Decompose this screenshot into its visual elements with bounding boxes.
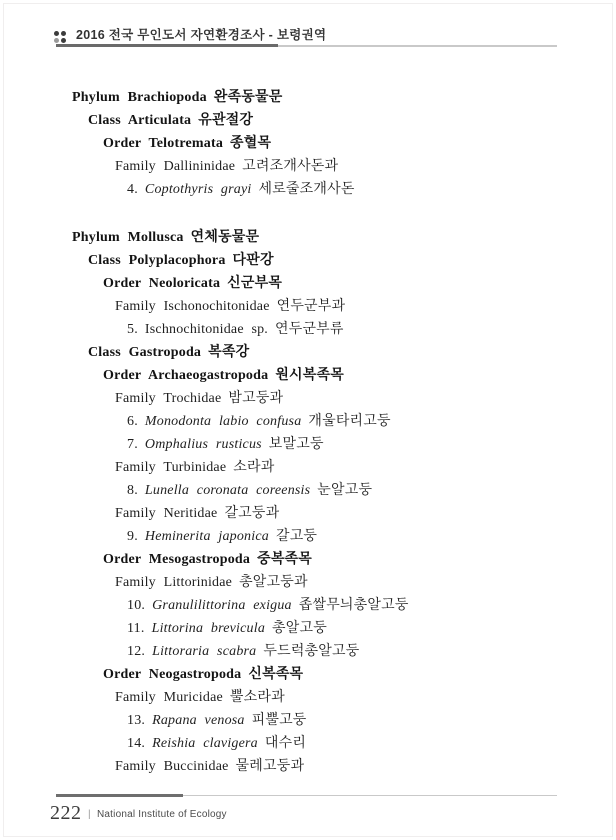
family-korean-name: 총알고둥과 <box>239 575 308 590</box>
class-line <box>50 341 580 364</box>
order-korean-name: 원시복족목 <box>275 368 344 383</box>
species-number: 14. <box>127 736 146 751</box>
species-korean-name: 눈알고둥 <box>317 483 373 498</box>
footer-separator: | <box>88 809 91 820</box>
family-korean-name: 연두군부과 <box>276 299 346 314</box>
order-korean-name: 신복족목 <box>248 667 304 682</box>
page-number: 222 <box>50 802 82 824</box>
phylum-latin-name: Phylum Mollusca <box>72 230 184 245</box>
header-rule-dark <box>56 44 278 47</box>
class-latin-name: Class Polyplacophora <box>88 253 226 268</box>
species-scientific-name: Omphalius rusticus <box>144 437 262 452</box>
species-number: 10. <box>127 598 146 613</box>
species-line <box>50 433 580 456</box>
species-line <box>50 410 580 433</box>
header-rule-light <box>278 45 557 47</box>
phylum-latin-name: Phylum Brachiopoda <box>72 90 207 105</box>
order-line <box>50 548 580 571</box>
report-header-title: 2016 전국 무인도서 자연환경조사 - 보령권역 <box>76 28 327 42</box>
taxonomy-block <box>50 86 580 201</box>
species-number: 7. <box>127 437 138 452</box>
species-number: 4. <box>127 182 138 197</box>
family-latin-name: Family Littorinidae <box>115 575 233 590</box>
species-line <box>50 479 580 502</box>
dot <box>61 38 66 43</box>
family-latin-name: Family Neritidae <box>115 506 218 521</box>
family-latin-name: Family Trochidae <box>115 391 222 406</box>
species-scientific-name: Littorina brevicula <box>151 621 266 636</box>
family-line <box>50 387 580 410</box>
species-number: 9. <box>127 529 138 544</box>
species-korean-name: 대수리 <box>264 736 307 751</box>
species-line <box>50 709 580 732</box>
species-korean-name: 총알고둥 <box>272 621 327 636</box>
species-line <box>50 525 580 548</box>
order-latin-name: Order Archaeogastropoda <box>103 368 269 383</box>
species-number: 6. <box>127 414 138 429</box>
species-number: 13. <box>127 713 146 728</box>
order-line <box>50 364 580 387</box>
family-line <box>50 295 580 318</box>
class-korean-name: 복족강 <box>208 345 250 360</box>
species-korean-name: 갈고둥 <box>275 529 318 544</box>
family-line <box>50 755 580 778</box>
class-line <box>50 249 580 272</box>
taxonomy-block <box>50 226 580 778</box>
phylum-line <box>50 86 580 109</box>
species-line <box>50 617 580 640</box>
family-line <box>50 502 580 525</box>
species-scientific-name: Littoraria scabra <box>152 644 257 659</box>
family-line <box>50 686 580 709</box>
footer-rule-light <box>183 795 557 797</box>
species-scientific-name: Ischnochitonidae sp. <box>144 322 268 337</box>
family-korean-name: 밤고둥과 <box>228 391 284 406</box>
species-scientific-name: Lunella coronata coreensis <box>144 483 311 498</box>
order-korean-name: 신군부목 <box>227 276 283 291</box>
dot <box>54 38 59 43</box>
class-korean-name: 다판강 <box>232 253 274 268</box>
footer-rule-dark <box>56 794 183 797</box>
family-korean-name: 물레고둥과 <box>235 759 305 774</box>
order-korean-name: 중복족목 <box>257 552 312 567</box>
species-number: 8. <box>127 483 138 498</box>
species-line <box>50 732 580 755</box>
order-latin-name: Order Mesogastropoda <box>103 552 251 567</box>
order-latin-name: Order Telotremata <box>103 136 224 151</box>
dot <box>61 31 66 36</box>
family-latin-name: Family Dallininidae <box>115 159 236 174</box>
class-latin-name: Class Articulata <box>88 113 192 128</box>
species-korean-name: 좁쌀무늬총알고둥 <box>298 598 409 613</box>
species-number: 5. <box>127 322 138 337</box>
order-line <box>50 663 580 686</box>
species-korean-name: 두드럭총알고둥 <box>263 644 360 659</box>
species-line <box>50 594 580 617</box>
class-korean-name: 유관절강 <box>198 113 254 128</box>
order-latin-name: Order Neogastropoda <box>103 667 242 682</box>
species-line <box>50 178 580 201</box>
species-scientific-name: Monodonta labio confusa <box>144 414 302 429</box>
phylum-line <box>50 226 580 249</box>
species-line <box>50 318 580 341</box>
species-korean-name: 세로줄조개사돈 <box>258 182 355 197</box>
class-latin-name: Class Gastropoda <box>88 345 202 360</box>
family-korean-name: 뿔소라과 <box>229 690 285 705</box>
family-korean-name: 소라과 <box>233 460 275 475</box>
family-korean-name: 고려조개사돈과 <box>242 159 339 174</box>
family-latin-name: Family Turbinidae <box>115 460 227 475</box>
species-number: 12. <box>127 644 146 659</box>
family-line <box>50 155 580 178</box>
species-scientific-name: Granulilittorina exigua <box>152 598 292 613</box>
institute-name: National Institute of Ecology <box>97 809 227 820</box>
phylum-korean-name: 연체동물문 <box>190 230 260 245</box>
order-korean-name: 종혈목 <box>230 136 272 151</box>
order-line <box>50 272 580 295</box>
species-line <box>50 640 580 663</box>
class-line <box>50 109 580 132</box>
dots-grid-icon <box>54 31 67 44</box>
phylum-korean-name: 완족동물문 <box>213 90 283 105</box>
species-scientific-name: Heminerita japonica <box>144 529 269 544</box>
family-latin-name: Family Ischonochitonidae <box>115 299 270 314</box>
family-latin-name: Family Buccinidae <box>115 759 229 774</box>
family-line <box>50 456 580 479</box>
species-scientific-name: Rapana venosa <box>152 713 245 728</box>
species-korean-name: 연두군부류 <box>275 322 344 337</box>
taxonomy-list <box>50 86 580 778</box>
order-latin-name: Order Neoloricata <box>103 276 221 291</box>
species-scientific-name: Coptothyris grayi <box>144 182 252 197</box>
species-korean-name: 보말고둥 <box>268 437 324 452</box>
species-korean-name: 피뿔고둥 <box>251 713 307 728</box>
family-latin-name: Family Muricidae <box>115 690 223 705</box>
species-number: 11. <box>127 621 145 636</box>
family-korean-name: 갈고둥과 <box>224 506 280 521</box>
species-scientific-name: Reishia clavigera <box>152 736 258 751</box>
dot <box>54 31 59 36</box>
family-line <box>50 571 580 594</box>
species-korean-name: 개울타리고둥 <box>308 414 391 429</box>
order-line <box>50 132 580 155</box>
